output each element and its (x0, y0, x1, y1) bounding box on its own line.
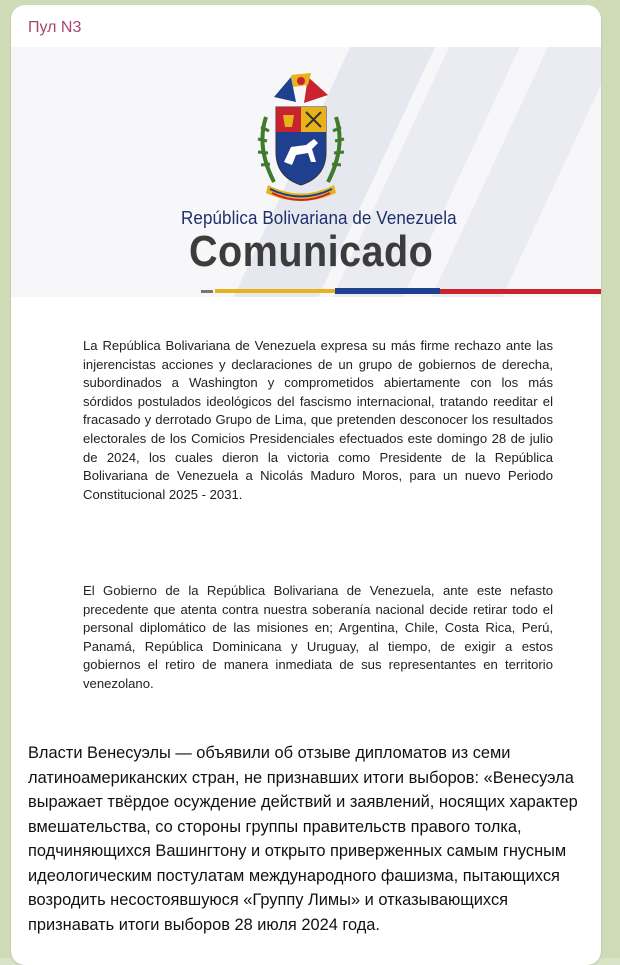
message-photo[interactable] (11, 47, 601, 719)
message-caption: Власти Венесуэлы — объявили об отзыве дипломатов из семи латиноамериканских стран, не признавших итоги выборов: «Венесуэла выражает твёрдое осуждение действий и заявлений, носящих характер вмешательства, со стороны группы правительств правого толка, подчиняющихся Вашингтону и открыто приверженных самым гнусным идеологическим постулатам международного фашизма, пытающихся возродить несостоявшуюся «Группу Лимы» и отказывающихся признавать итоги выборов 28 июля 2024 года. (28, 744, 578, 934)
header-title: República Bolivariana de Venezuela (181, 207, 457, 228)
channel-name[interactable]: Пул N3 (28, 19, 82, 36)
coat-of-arms-icon (236, 67, 366, 207)
flag-divider (201, 287, 601, 296)
document-paragraph-2: El Gobierno de la República Bolivariana de Venezuela, ante este nefasto precedente que atenta contra nuestra soberanía nacional decide retirar todo el personal diplomático de las misiones en; Argentina, Chile, Costa Rica, Perú, Panamá, República Dominicana y Uruguay, al tiempo, de exigir a estos gobiernos el retiro de manera inmediata de sus representantes en territorio venezolano. (83, 583, 553, 691)
document-paragraph-1: La República Bolivariana de Venezuela expresa su más firme rechazo ante las injerencistas acciones y declaraciones de un grupo de gobiernos de derecha, subordinados a Washington y comprometidos abiertamente con los más sórdidos postulados ideológicos del fascismo internacional, tratando reeditar el fracasado y derrotado Grupo de Lima, que pretenden desconocer los resultados electorales de los Comicios Presidenciales efectuados este domingo 28 de julio de 2024, los cuales dieron la victoria como Presidente de la República Bolivariana de Venezuela a Nicolás Maduro Moros, para un nuevo Periodo Constitucional 2025 - 2031. (83, 338, 553, 502)
message-bubble[interactable] (11, 5, 601, 965)
header-subtitle: Comunicado (189, 227, 434, 276)
